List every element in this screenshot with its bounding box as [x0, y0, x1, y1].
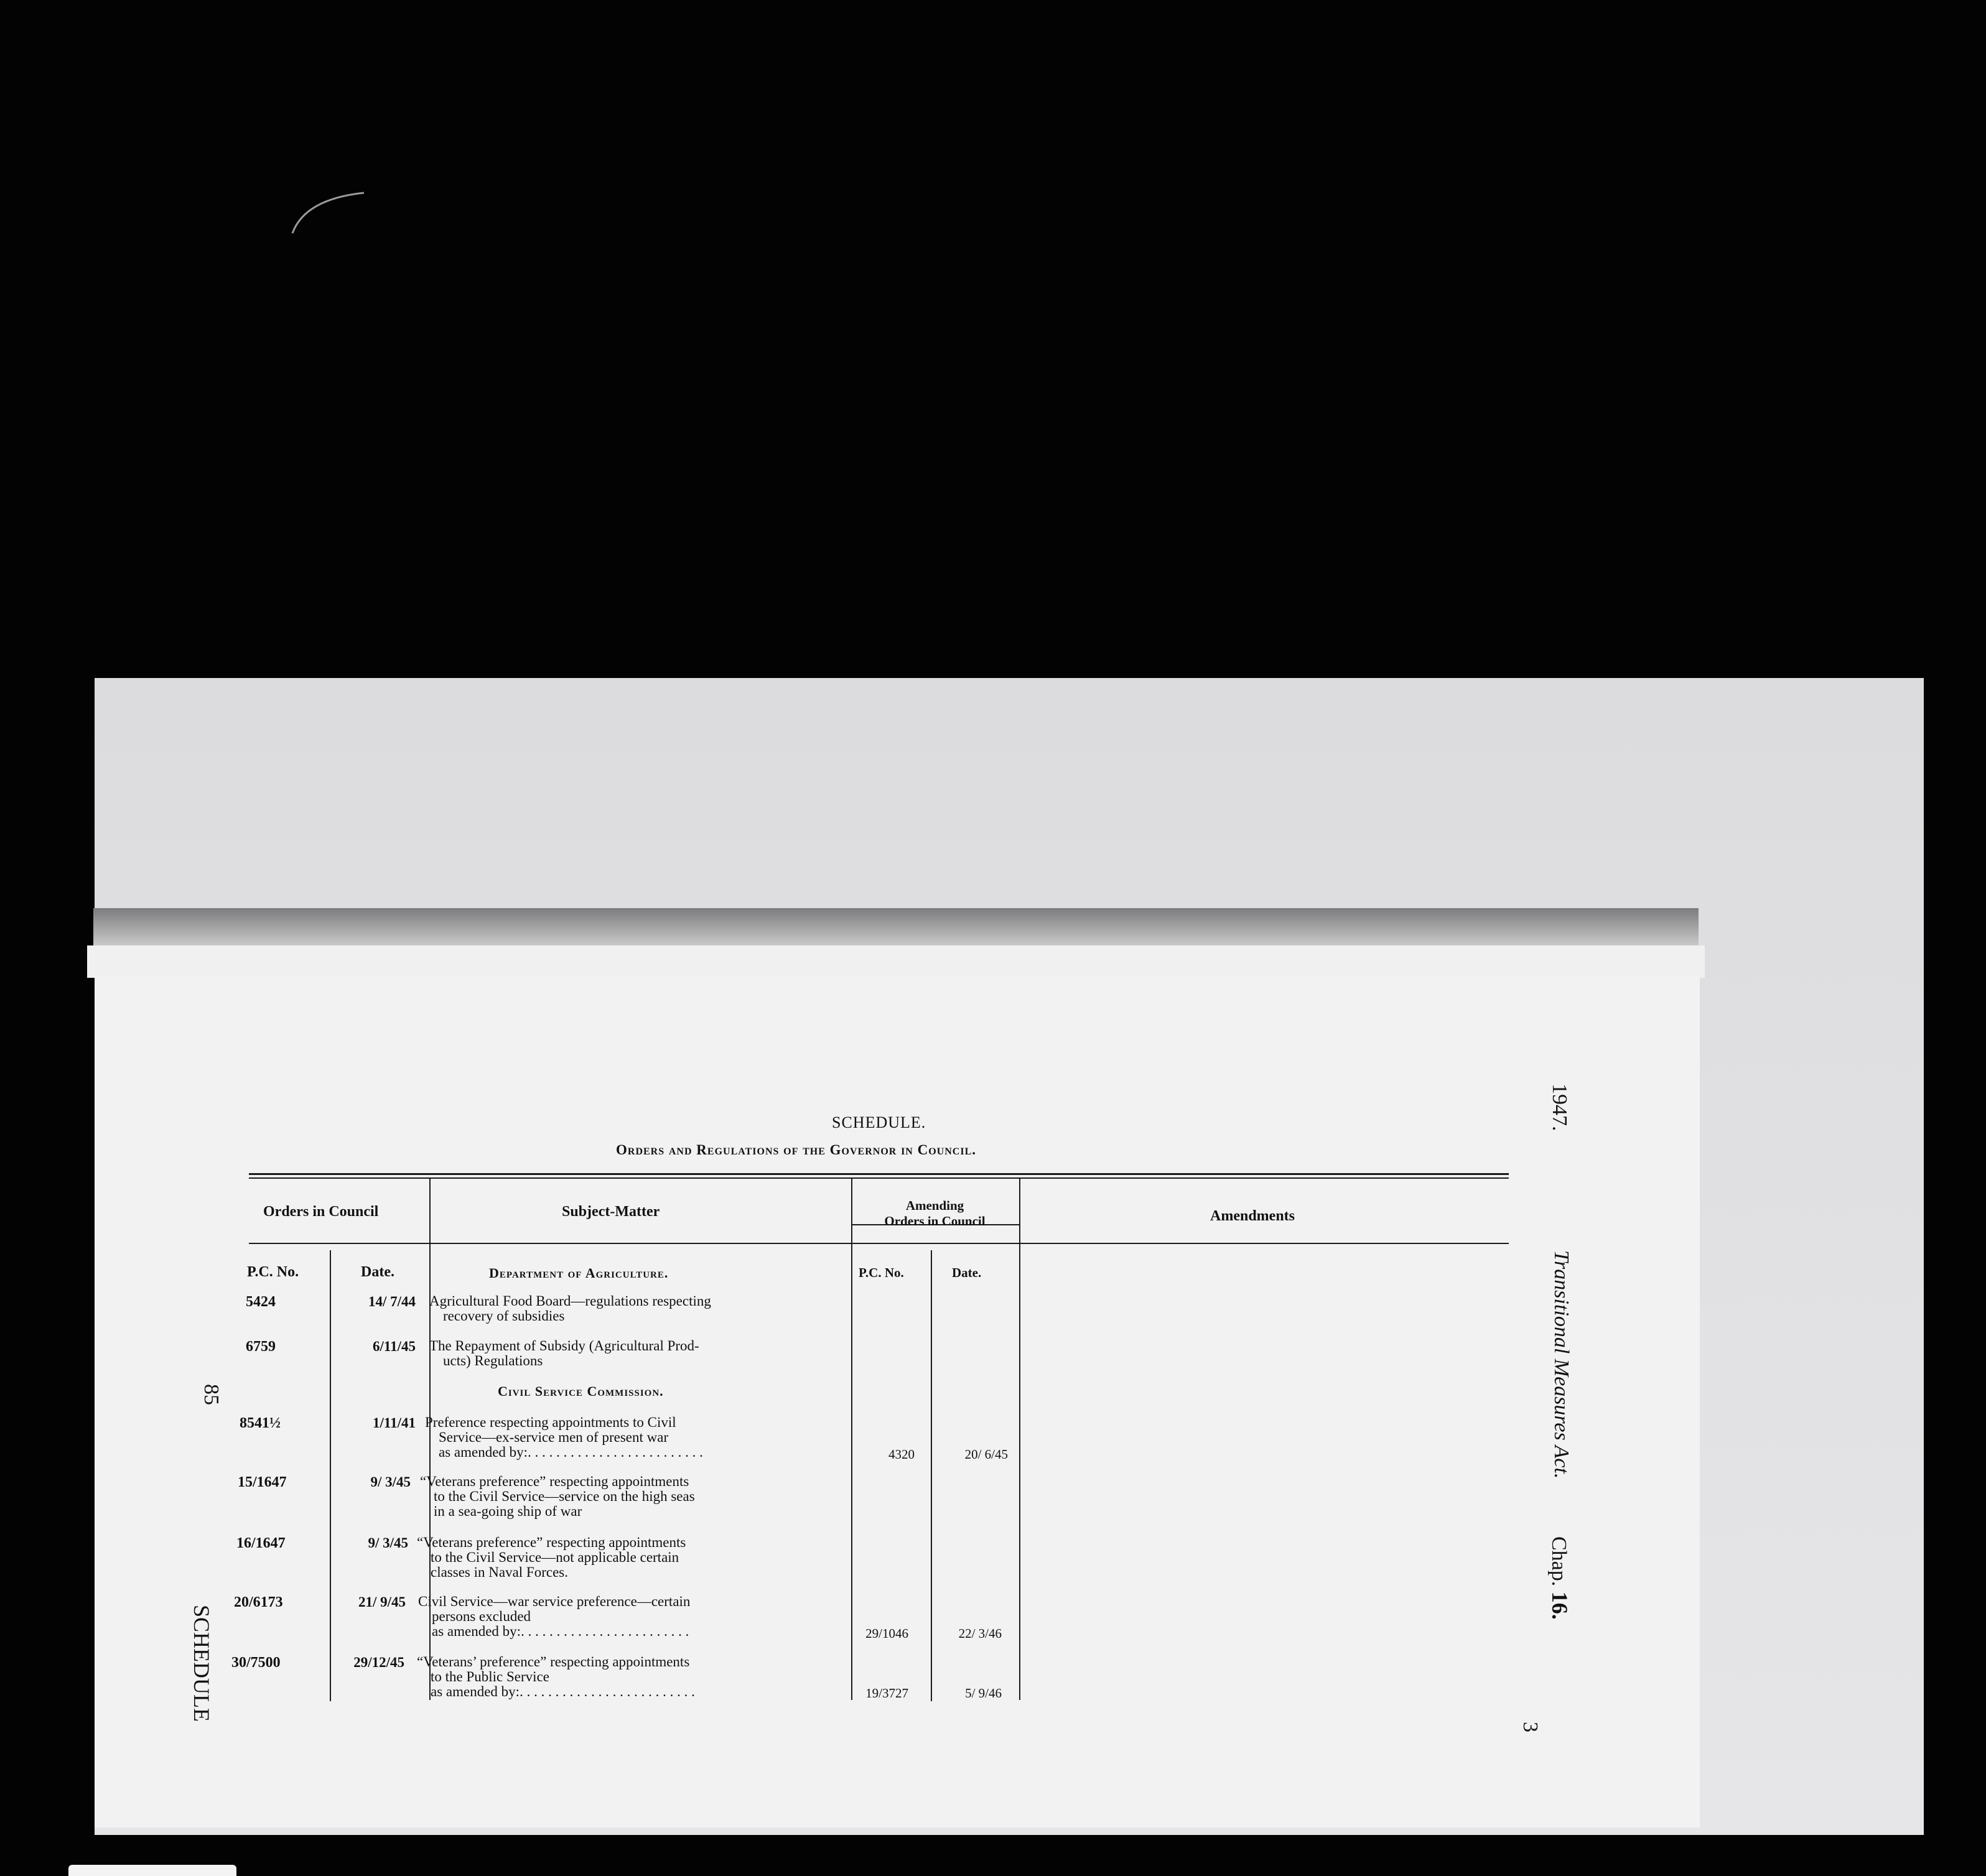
col-divider-amendments	[1019, 1177, 1020, 1700]
row-subject	[425, 1415, 848, 1460]
subject-line: as amended by:. . . . . . . . . . . . . . . . . . . . . . . . .	[439, 1444, 703, 1460]
section-agriculture: Department of Agriculture.	[489, 1265, 669, 1281]
scratch-mark	[289, 187, 376, 236]
row-subject	[429, 1339, 846, 1368]
subject-line: recovery of subsidies	[443, 1308, 565, 1324]
row-pc-no: 30/7500	[231, 1655, 281, 1671]
header-bottom-rule	[249, 1243, 1509, 1244]
subject-line: Agricultural Food Board—regulations respecting	[429, 1293, 711, 1309]
section-civil-service: Civil Service Commission.	[498, 1383, 664, 1399]
subject-line: to the Civil Service—not applicable certain	[431, 1549, 679, 1565]
row-date: 9/ 3/45	[368, 1535, 408, 1551]
header-amending-line1: Amending	[905, 1198, 964, 1213]
running-head-year: 1947.	[1548, 1084, 1571, 1131]
row-date: 6/11/45	[372, 1339, 416, 1354]
header-amending-line2: Orders in Council	[884, 1214, 986, 1228]
row-amend-pc-no: 29/1046	[865, 1626, 908, 1641]
folded-edge	[87, 945, 1705, 978]
running-head-chapter	[1547, 1536, 1573, 1620]
table-top-rule-2	[249, 1177, 1509, 1179]
table-top-rule	[249, 1173, 1509, 1175]
film-marker	[68, 1865, 236, 1876]
subject-line: “Veterans’ preference” respecting appointments	[417, 1654, 690, 1669]
chapter-label: Chap.	[1547, 1536, 1570, 1587]
subject-line: ucts) Regulations	[443, 1353, 543, 1368]
left-page-number: 85	[200, 1384, 223, 1405]
schedule-subtitle: Orders and Regulations of the Governor in Council.	[616, 1142, 976, 1158]
header-amend-date: Date.	[952, 1265, 982, 1280]
col-divider-amending	[851, 1177, 852, 1700]
left-running-head: SCHEDULE	[189, 1605, 214, 1722]
chapter-number: 16.	[1547, 1591, 1572, 1620]
subject-line: persons excluded	[432, 1609, 531, 1624]
row-amend-date: 20/ 6/45	[964, 1447, 1008, 1462]
row-subject	[417, 1535, 852, 1580]
row-amend-pc-no: 4320	[888, 1447, 915, 1462]
row-pc-no: 15/1647	[238, 1474, 287, 1490]
schedule-title: SCHEDULE.	[832, 1113, 926, 1131]
header-orders-in-council: Orders in Council	[263, 1204, 379, 1220]
subject-line: to the Civil Service—service on the high seas	[434, 1488, 695, 1504]
subject-line: in a sea-going ship of war	[434, 1503, 582, 1519]
header-amending	[862, 1198, 1008, 1229]
row-pc-no: 20/6173	[234, 1594, 283, 1610]
subject-line: The Repayment of Subsidy (Agricultural Prod-	[429, 1338, 699, 1354]
subject-line: “Veterans preference” respecting appointments	[417, 1535, 686, 1550]
header-date: Date.	[361, 1264, 394, 1280]
running-head-act-title: Transitional Measures Act.	[1550, 1250, 1573, 1479]
row-pc-no: 6759	[246, 1339, 276, 1355]
row-pc-no: 8541½	[240, 1415, 281, 1431]
subject-line: as amended by:. . . . . . . . . . . . . . . . . . . . . . . . .	[431, 1684, 695, 1699]
header-amendments: Amendments	[1210, 1208, 1295, 1224]
row-date: 21/ 9/45	[358, 1594, 406, 1610]
row-subject	[429, 1294, 846, 1324]
row-subject	[420, 1474, 849, 1519]
folded-edge-shadow	[93, 908, 1699, 949]
row-date: 1/11/41	[372, 1415, 416, 1431]
row-amend-date: 22/ 3/46	[958, 1626, 1002, 1641]
right-page-number: 3	[1519, 1722, 1542, 1732]
row-subject	[417, 1655, 846, 1699]
row-date: 14/ 7/44	[368, 1294, 416, 1309]
header-amend-pc-no: P.C. No.	[859, 1265, 904, 1280]
row-date: 29/12/45	[353, 1655, 404, 1670]
subject-line: “Veterans preference” respecting appointments	[420, 1474, 689, 1489]
row-date: 9/ 3/45	[370, 1474, 411, 1490]
subject-line: to the Public Service	[431, 1669, 549, 1684]
row-amend-pc-no: 19/3727	[865, 1686, 908, 1701]
subject-line: classes in Naval Forces.	[431, 1564, 568, 1580]
row-pc-no: 16/1647	[236, 1535, 286, 1551]
subject-line: as amended by:. . . . . . . . . . . . . . . . . . . . . . . .	[432, 1623, 689, 1639]
row-amend-date: 5/ 9/46	[965, 1686, 1002, 1701]
subject-line: Service—ex-service men of present war	[439, 1429, 669, 1445]
row-pc-no: 5424	[246, 1294, 276, 1310]
header-subject-matter: Subject-Matter	[562, 1204, 660, 1220]
header-pc-no: P.C. No.	[247, 1264, 299, 1280]
row-subject	[418, 1594, 847, 1639]
subject-line: Preference respecting appointments to Civil	[425, 1414, 676, 1430]
subject-line: Civil Service—war service preference—certain	[418, 1594, 691, 1609]
